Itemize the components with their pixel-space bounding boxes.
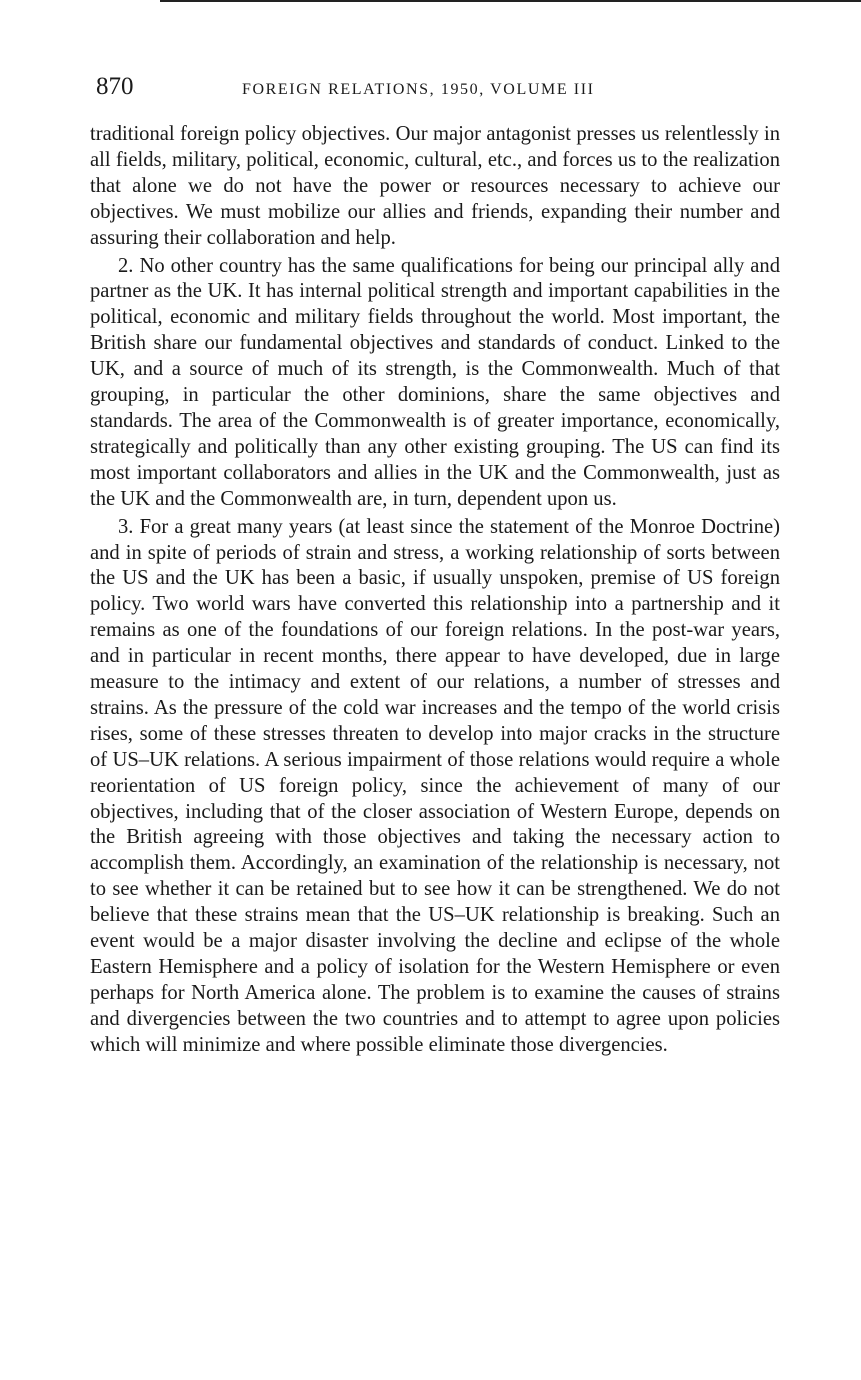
paragraph-3: 3. For a great many years (at least since the statement of the Monroe Doctrine) and in spite of periods of strain and stress, a working relationship of sorts between the US and the UK has been a basic, if usually unspoken, premise of US foreign policy. Two world wars have converted this relationship into a partnership and it remains as one of the foundations of our foreign relations. In the post-war years, and in particular in recent months, there appear to have developed, due in large measure to the intimacy and extent of our relations, a number of stresses and strains. As the pressure of the cold war increases and the tempo of the world crisis rises, some of these stresses threaten to develop into major cracks in the structure of US–UK relations. A serious impairment of those relations would require a whole reorientation of US foreign policy, since the achievement of many of our objectives, including that of the closer association of Western Europe, depends on the British agreeing with those objectives and taking the necessary action to accomplish them. Accordingly, an examination of the relationship is necessary, not to see whether it can be retained but to see how it can be strengthened. We do not believe that these strains mean that the US–UK relationship is breaking. Such an event would be a major disaster involving the decline and eclipse of the whole Eastern Hemisphere and a policy of isolation for the Western Hemisphere or even perhaps for North America alone. The problem is to examine the causes of strains and divergencies between the two countries and to attempt to agree upon policies which will minimize and where possible eliminate those divergencies. bbox=[90, 515, 780, 1056]
body-text bbox=[90, 122, 780, 1061]
paragraph-2: 2. No other country has the same qualifications for being our principal ally and partner as the UK. It has internal political strength and important capabilities in the political, economic and military fields throughout the world. Most important, the British share our fundamental objectives and standards of conduct. Linked to the UK, and a source of much of its strength, is the Commonwealth. Much of that grouping, in particular the other dominions, share the same objectives and standards. The area of the Commonwealth is of greater importance, economically, strategically and politically than any other existing grouping. The US can find its most important collaborators and allies in the UK and the Commonwealth, just as the UK and the Commonwealth are, in turn, dependent upon us. bbox=[90, 254, 780, 510]
running-title: FOREIGN RELATIONS, 1950, VOLUME III bbox=[242, 81, 595, 98]
page-number: 870 bbox=[96, 73, 134, 100]
page-header bbox=[96, 72, 786, 106]
paragraph-continued: traditional foreign policy objectives. Our major antagonist presses us relentlessly in all fields, military, political, economic, cultural, etc., and forces us to the realization that alone we do not have the power or resources necessary to achieve our objectives. We must mobilize our allies and friends, expanding their number and assuring their collaboration and help. bbox=[90, 123, 780, 249]
top-rule bbox=[160, 0, 861, 2]
